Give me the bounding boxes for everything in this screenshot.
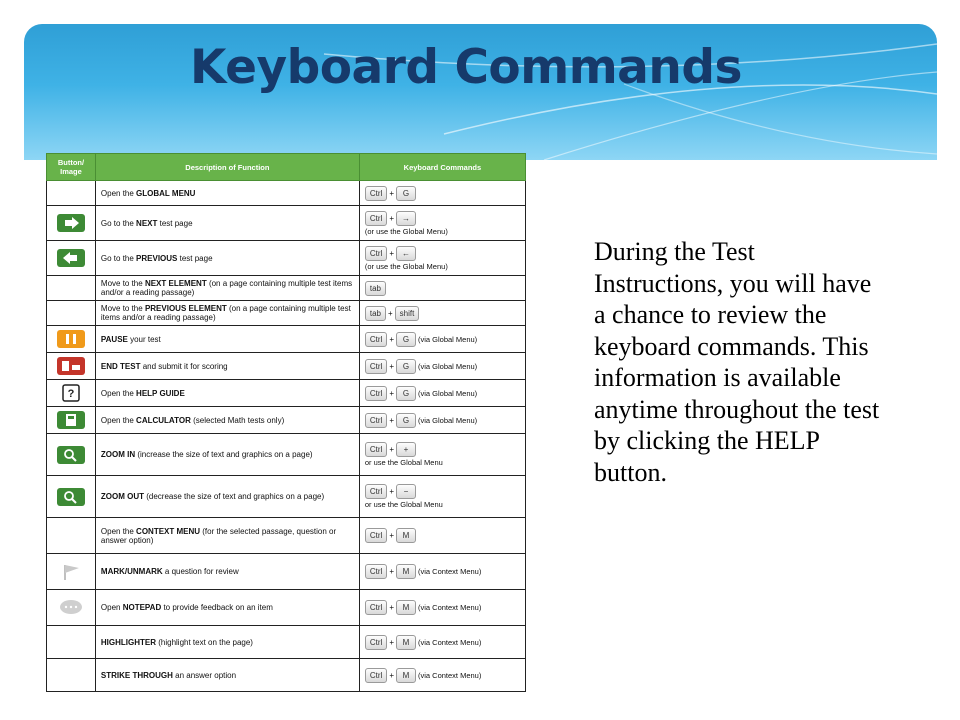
plus-sign: + — [389, 487, 394, 496]
keycap: Ctrl — [365, 413, 387, 428]
table-row — [47, 326, 526, 353]
description-text: Move to the — [100, 304, 145, 313]
button-image-cell — [47, 276, 96, 301]
table-row — [47, 353, 526, 380]
keycap: M — [396, 668, 416, 683]
keyboard-commands-table — [46, 153, 526, 692]
keycap: Ctrl — [365, 442, 387, 457]
instructions-paragraph: During the Test Instructions, you will have a chance to review the keyboard commands. This information is available anytime throughout the test by clicking the HELP button. — [594, 237, 880, 487]
function-name: ZOOM OUT — [100, 492, 145, 501]
button-image-cell — [47, 181, 96, 206]
keycap: Ctrl — [365, 186, 387, 201]
button-image-cell — [47, 434, 96, 476]
keyboard-command-cell — [359, 626, 525, 659]
table-row — [47, 659, 526, 692]
keycap: Ctrl — [365, 564, 387, 579]
plus-sign: + — [389, 670, 394, 680]
plus-sign: + — [389, 415, 394, 425]
keyboard-command-cell — [359, 554, 525, 590]
table-row — [47, 407, 526, 434]
keycap: Ctrl — [365, 635, 387, 650]
description-text: Open the — [100, 526, 137, 536]
plus-sign: + — [389, 361, 394, 371]
keycap: Ctrl — [365, 484, 387, 499]
keycap: Ctrl — [365, 246, 387, 261]
description-cell — [95, 554, 359, 590]
function-name: PREVIOUS ELEMENT — [144, 304, 227, 313]
keycap: G — [396, 413, 416, 428]
function-name: NEXT ELEMENT — [144, 279, 207, 288]
function-name: END TEST — [100, 361, 141, 371]
keycap: + — [396, 442, 416, 457]
description-text: (decrease the size of text and graphics on a page) — [144, 492, 325, 501]
column-header-button-image: Button/ Image — [47, 154, 96, 181]
keycap: G — [396, 359, 416, 374]
plus-sign: + — [389, 531, 394, 540]
description-text: Open the — [100, 415, 137, 425]
description-text: (for the selected passage, question or answer option) — [100, 526, 337, 545]
keyboard-command-cell — [359, 434, 525, 476]
description-cell — [95, 301, 359, 326]
command-note: (via Global Menu) — [417, 415, 478, 425]
plus-sign: + — [389, 248, 394, 258]
plus-sign: + — [389, 603, 394, 612]
description-text: Go to the — [100, 218, 137, 228]
description-text: test page — [157, 218, 193, 228]
next-arrow-icon — [57, 214, 85, 232]
keyboard-command-cell — [359, 407, 525, 434]
description-text: (on a page containing multiple test items and/or a reading passage) — [100, 279, 353, 297]
table-row — [47, 590, 526, 626]
pause-icon — [57, 330, 85, 348]
keyboard-command-cell — [359, 326, 525, 353]
description-cell — [95, 626, 359, 659]
description-cell — [95, 181, 359, 206]
plus-sign: + — [389, 567, 394, 576]
function-name: MARK/UNMARK — [100, 567, 163, 576]
description-text: Move to the — [100, 279, 145, 288]
keycap: Ctrl — [365, 668, 387, 683]
command-note: (via Context Menu) — [417, 670, 482, 680]
help-icon — [57, 384, 85, 402]
button-image-cell — [47, 206, 96, 241]
button-image-cell — [47, 241, 96, 276]
table-body — [47, 181, 526, 692]
button-image-cell — [47, 590, 96, 626]
keycap: G — [396, 332, 416, 347]
keycap: M — [396, 528, 416, 543]
function-name: ZOOM IN — [100, 450, 136, 459]
table-row — [47, 380, 526, 407]
command-note: (via Context Menu) — [417, 603, 482, 612]
keycap: shift — [395, 306, 420, 321]
table-row — [47, 626, 526, 659]
command-note: (via Global Menu) — [417, 334, 478, 344]
button-image-cell — [47, 554, 96, 590]
keycap: tab — [365, 281, 386, 296]
keyboard-command-cell — [359, 206, 525, 241]
keycap: tab — [365, 306, 386, 321]
command-note: or use the Global Menu — [364, 458, 443, 467]
description-text: (increase the size of text and graphics on a page) — [135, 450, 313, 459]
description-text: Open the — [100, 188, 137, 198]
command-note: (via Context Menu) — [417, 567, 482, 576]
description-text: (selected Math tests only) — [190, 415, 285, 425]
description-text: an answer option — [172, 670, 237, 680]
description-text: your test — [127, 334, 161, 344]
plus-sign: + — [389, 637, 394, 647]
button-image-cell — [47, 518, 96, 554]
column-header-keyboard-commands: Keyboard Commands — [359, 154, 525, 181]
keyboard-command-cell — [359, 476, 525, 518]
description-cell — [95, 206, 359, 241]
keyboard-command-cell — [359, 241, 525, 276]
function-name: GLOBAL MENU — [136, 188, 196, 198]
table-row — [47, 276, 526, 301]
description-cell — [95, 326, 359, 353]
keycap: M — [396, 564, 416, 579]
table-row — [47, 434, 526, 476]
column-header-description: Description of Function — [95, 154, 359, 181]
description-cell — [95, 659, 359, 692]
description-text: Open — [100, 603, 123, 612]
table-row — [47, 518, 526, 554]
button-image-cell — [47, 626, 96, 659]
function-name: NOTEPAD — [122, 603, 162, 612]
keycap: Ctrl — [365, 528, 387, 543]
calculator-icon — [57, 411, 85, 429]
command-note: (via Context Menu) — [417, 637, 482, 647]
function-name: PAUSE — [100, 334, 128, 344]
description-cell — [95, 476, 359, 518]
keycap: G — [396, 186, 416, 201]
command-note: (or use the Global Menu) — [364, 226, 448, 236]
previous-arrow-icon — [57, 249, 85, 267]
keycap: G — [396, 386, 416, 401]
keyboard-command-cell — [359, 518, 525, 554]
svg-text:?: ? — [67, 388, 75, 400]
keycap: M — [396, 600, 416, 615]
keycap: Ctrl — [365, 386, 387, 401]
keycap: Ctrl — [365, 359, 387, 374]
description-text: Open the — [100, 388, 137, 398]
command-note: (or use the Global Menu) — [364, 261, 448, 271]
keycap: Ctrl — [365, 332, 387, 347]
button-image-cell — [47, 301, 96, 326]
description-text: a question for review — [162, 567, 239, 576]
description-cell — [95, 276, 359, 301]
table-header-row — [47, 154, 526, 181]
keyboard-command-cell — [359, 659, 525, 692]
button-image-cell — [47, 659, 96, 692]
function-name: NEXT — [136, 218, 158, 228]
table-row — [47, 554, 526, 590]
description-text: (on a page containing multiple test items and/or a reading passage) — [100, 304, 351, 322]
plus-sign: + — [389, 445, 394, 454]
keyboard-command-cell — [359, 181, 525, 206]
command-note: (via Global Menu) — [417, 388, 478, 398]
keycap: → — [396, 211, 416, 226]
description-text: (highlight text on the page) — [156, 637, 253, 647]
button-image-cell — [47, 326, 96, 353]
function-name: CONTEXT MENU — [136, 526, 201, 536]
plus-sign: + — [389, 188, 394, 198]
table-row — [47, 241, 526, 276]
button-image-cell — [47, 476, 96, 518]
notepad-icon — [57, 599, 85, 617]
plus-sign: + — [389, 388, 394, 398]
keyboard-command-cell — [359, 590, 525, 626]
function-name: PREVIOUS — [136, 253, 178, 263]
table-row — [47, 476, 526, 518]
description-text: Go to the — [100, 253, 137, 263]
function-name: CALCULATOR — [136, 415, 191, 425]
keycap: ← — [396, 246, 416, 261]
description-cell — [95, 407, 359, 434]
keycap: − — [396, 484, 416, 499]
description-cell — [95, 380, 359, 407]
table-row — [47, 301, 526, 326]
function-name: STRIKE THROUGH — [100, 670, 173, 680]
keyboard-command-cell — [359, 276, 525, 301]
end-test-icon — [57, 357, 85, 375]
keycap: M — [396, 635, 416, 650]
button-image-cell — [47, 407, 96, 434]
description-cell — [95, 434, 359, 476]
description-cell — [95, 353, 359, 380]
description-cell — [95, 241, 359, 276]
button-image-cell — [47, 353, 96, 380]
function-name: HIGHLIGHTER — [100, 637, 157, 647]
command-note: (via Global Menu) — [417, 361, 478, 371]
description-cell — [95, 590, 359, 626]
plus-sign: + — [389, 213, 394, 223]
table-row — [47, 181, 526, 206]
description-cell — [95, 518, 359, 554]
description-text: and submit it for scoring — [140, 361, 228, 371]
plus-sign: + — [387, 308, 393, 318]
page-title: Keyboard Commands — [190, 40, 742, 95]
flag-icon — [57, 563, 85, 581]
button-image-cell — [47, 380, 96, 407]
description-text: test page — [177, 253, 213, 263]
table-row — [47, 206, 526, 241]
zoom-in-icon — [57, 446, 85, 464]
keycap: Ctrl — [365, 211, 387, 226]
keyboard-command-cell — [359, 301, 525, 326]
description-text: to provide feedback on an item — [161, 603, 273, 612]
function-name: HELP GUIDE — [136, 388, 185, 398]
plus-sign: + — [389, 334, 394, 344]
keycap: Ctrl — [365, 600, 387, 615]
keyboard-command-cell — [359, 353, 525, 380]
command-note: or use the Global Menu — [364, 500, 443, 509]
zoom-out-icon — [57, 488, 85, 506]
keyboard-command-cell — [359, 380, 525, 407]
